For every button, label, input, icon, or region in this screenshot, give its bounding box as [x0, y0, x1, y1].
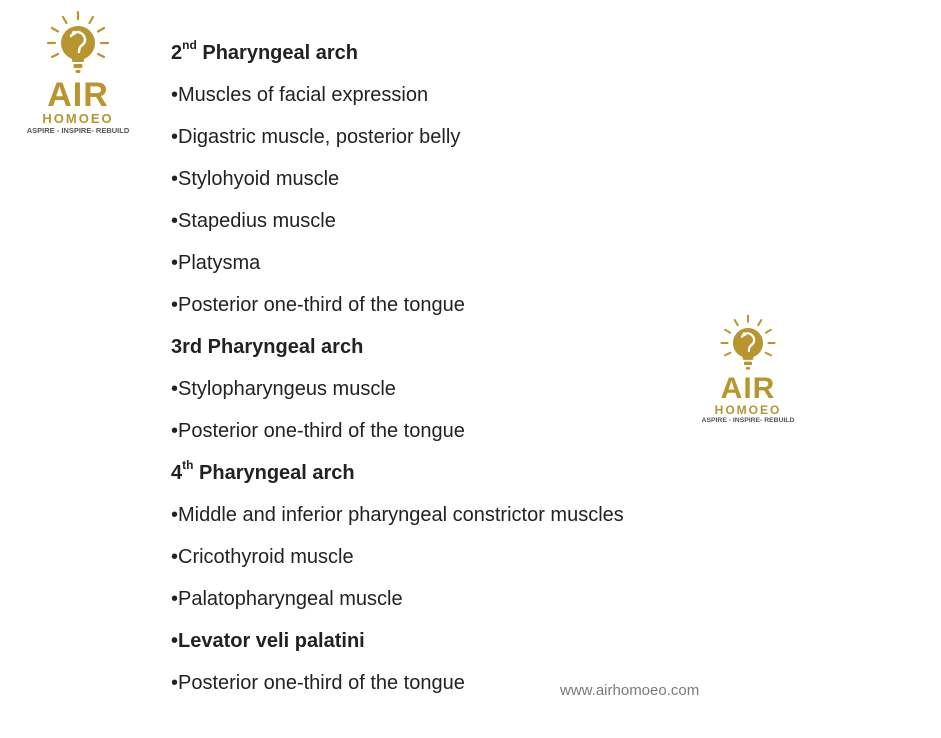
list-item: •Palatopharyngeal muscle	[171, 588, 403, 610]
logo-tagline: ASPIRE - INSPIRE- REBUILD	[701, 417, 795, 425]
list-item: •Digastric muscle, posterior belly	[171, 126, 461, 148]
list-item: •Stapedius muscle	[171, 210, 336, 232]
list-item: •Middle and inferior pharyngeal constrictor muscles	[171, 504, 624, 526]
list-item: •Cricothyroid muscle	[171, 546, 354, 568]
logo-air-homoeo	[22, 8, 134, 135]
website-url: www.airhomoeo.com	[560, 682, 700, 699]
logo-subtitle: HOMOEO	[714, 403, 782, 417]
list-item: •Posterior one-third of the tongue	[171, 672, 465, 694]
logo-subtitle: HOMOEO	[42, 111, 114, 126]
list-item-bold: •Levator veli palatini	[171, 630, 365, 652]
logo-brand: AIR	[720, 372, 776, 405]
list-item: •Platysma	[171, 252, 261, 274]
list-item: •Stylopharyngeus muscle	[171, 378, 396, 400]
logo-brand: AIR	[47, 76, 109, 114]
heading-2nd-arch: 2nd Pharyngeal arch	[171, 38, 358, 64]
heading-4th-arch: 4th Pharyngeal arch	[171, 458, 355, 484]
list-item: •Muscles of facial expression	[171, 84, 429, 106]
lightbulb-icon	[43, 8, 113, 78]
logo-tagline: ASPIRE - INSPIRE- REBUILD	[26, 126, 130, 136]
list-item: •Stylohyoid muscle	[171, 168, 340, 190]
heading-3rd-arch: 3rd Pharyngeal arch	[171, 336, 364, 358]
slide-content	[171, 36, 731, 708]
list-item: •Posterior one-third of the tongue	[171, 420, 465, 442]
list-item: •Posterior one-third of the tongue	[171, 294, 465, 316]
